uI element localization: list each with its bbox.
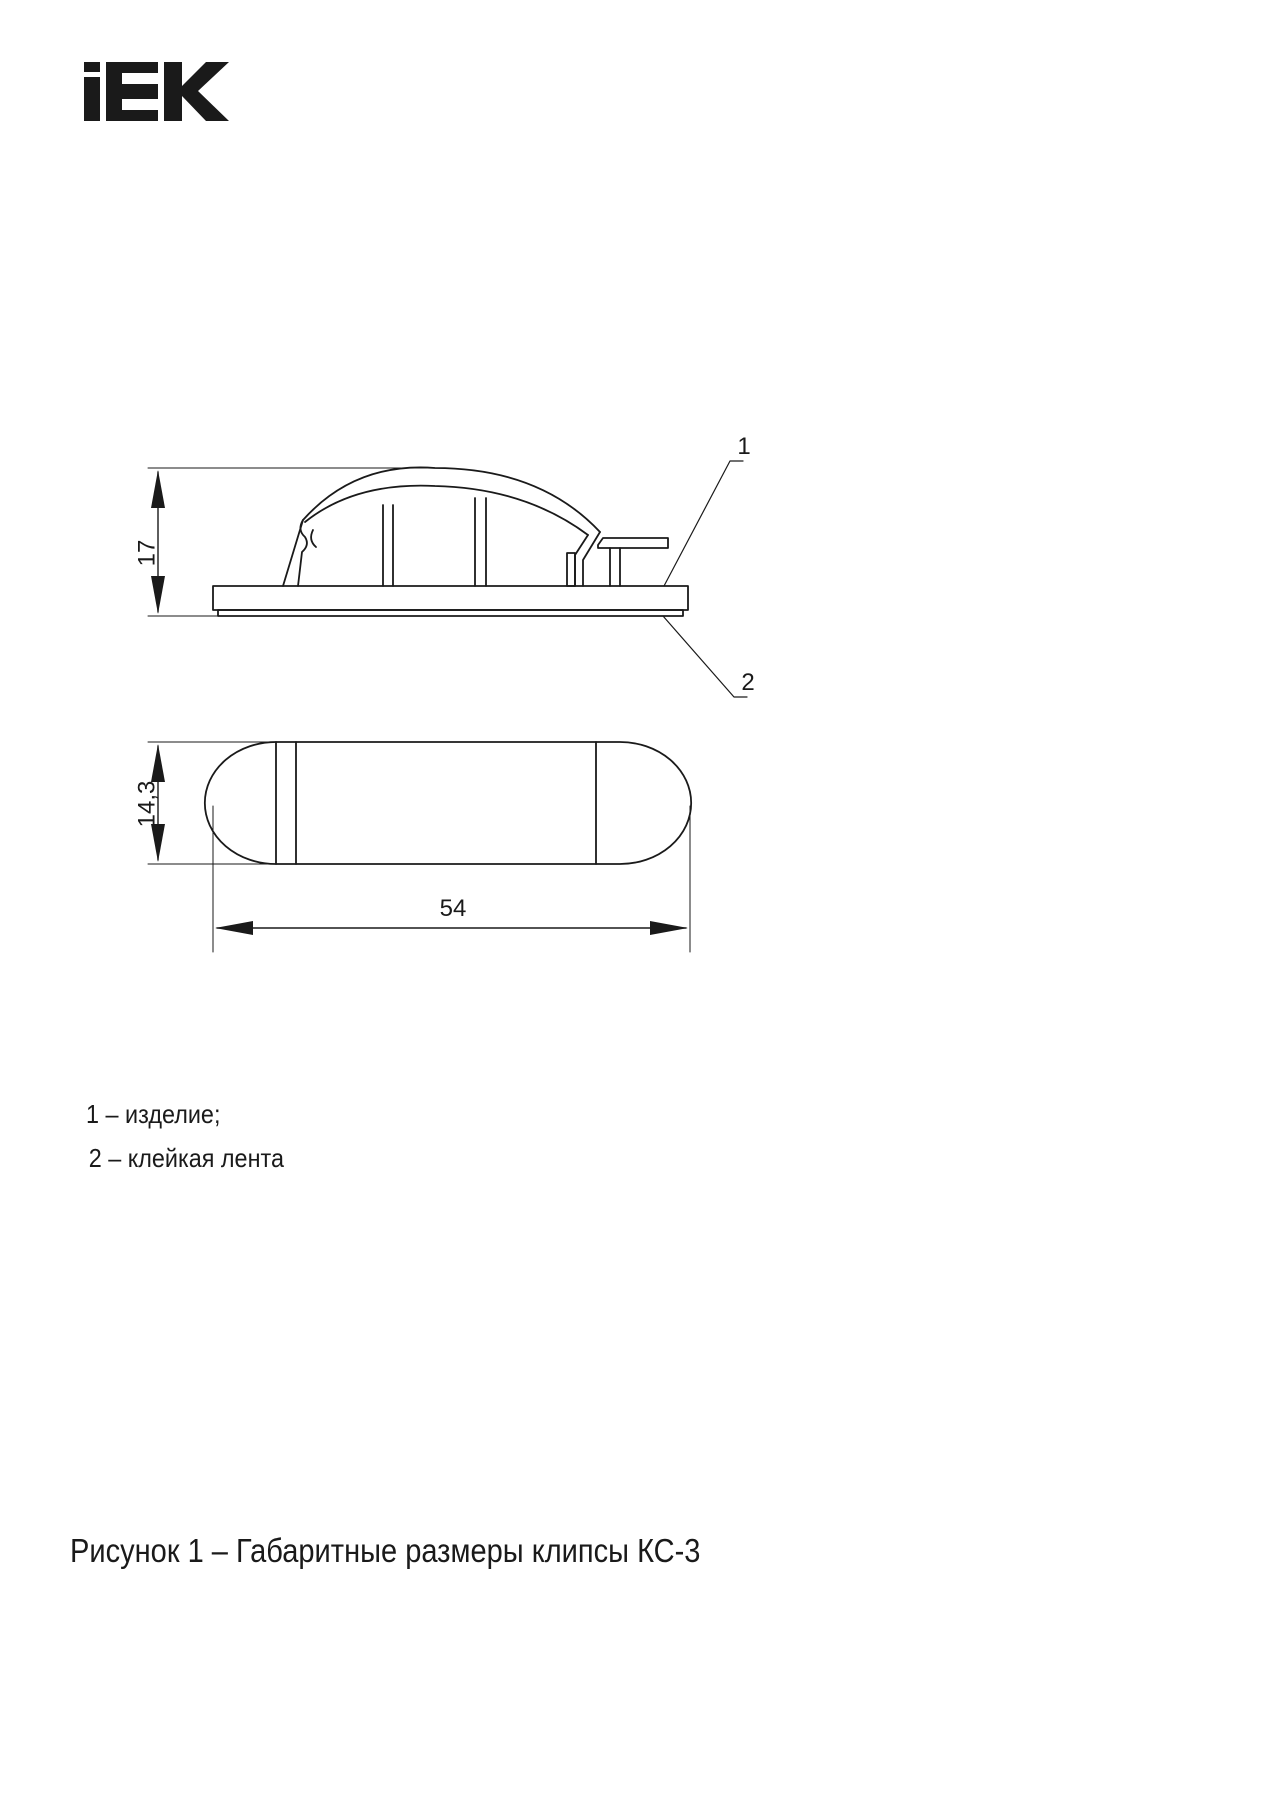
side-view <box>148 467 688 616</box>
latch-tooth <box>567 553 575 586</box>
callout-item1: 1 <box>737 433 751 460</box>
dim-54-arrow-right <box>650 921 688 935</box>
leader-item1 <box>664 461 743 586</box>
leader-item2 <box>663 616 747 697</box>
dim-14-arrow-top <box>151 744 165 782</box>
legend <box>86 1092 284 1180</box>
dome-inner <box>305 486 588 535</box>
top-view-outline <box>205 742 691 864</box>
dim-54-arrow-left <box>215 921 253 935</box>
tongue-tab <box>598 538 668 548</box>
dim-54-label: 54 <box>439 895 467 922</box>
adhesive-tape <box>218 610 683 616</box>
base-plate <box>213 586 688 610</box>
dim-14-arrow-bottom <box>151 824 165 862</box>
callout-item2: 2 <box>741 669 755 696</box>
dim-17-arrow-top <box>151 470 165 508</box>
dim-14-label: 14,3 <box>133 780 161 828</box>
dome-outer <box>283 467 600 586</box>
top-view <box>148 742 691 952</box>
dim-17-label: 17 <box>133 539 161 567</box>
legend-item: 2 – клейкая лента <box>88 1143 284 1173</box>
dim-17-arrow-bottom <box>151 576 165 614</box>
legend-item: 1 – изделие; <box>86 1099 221 1129</box>
figure-caption: Рисунок 1 – Габаритные размеры клипсы КС-3 <box>70 1532 701 1569</box>
